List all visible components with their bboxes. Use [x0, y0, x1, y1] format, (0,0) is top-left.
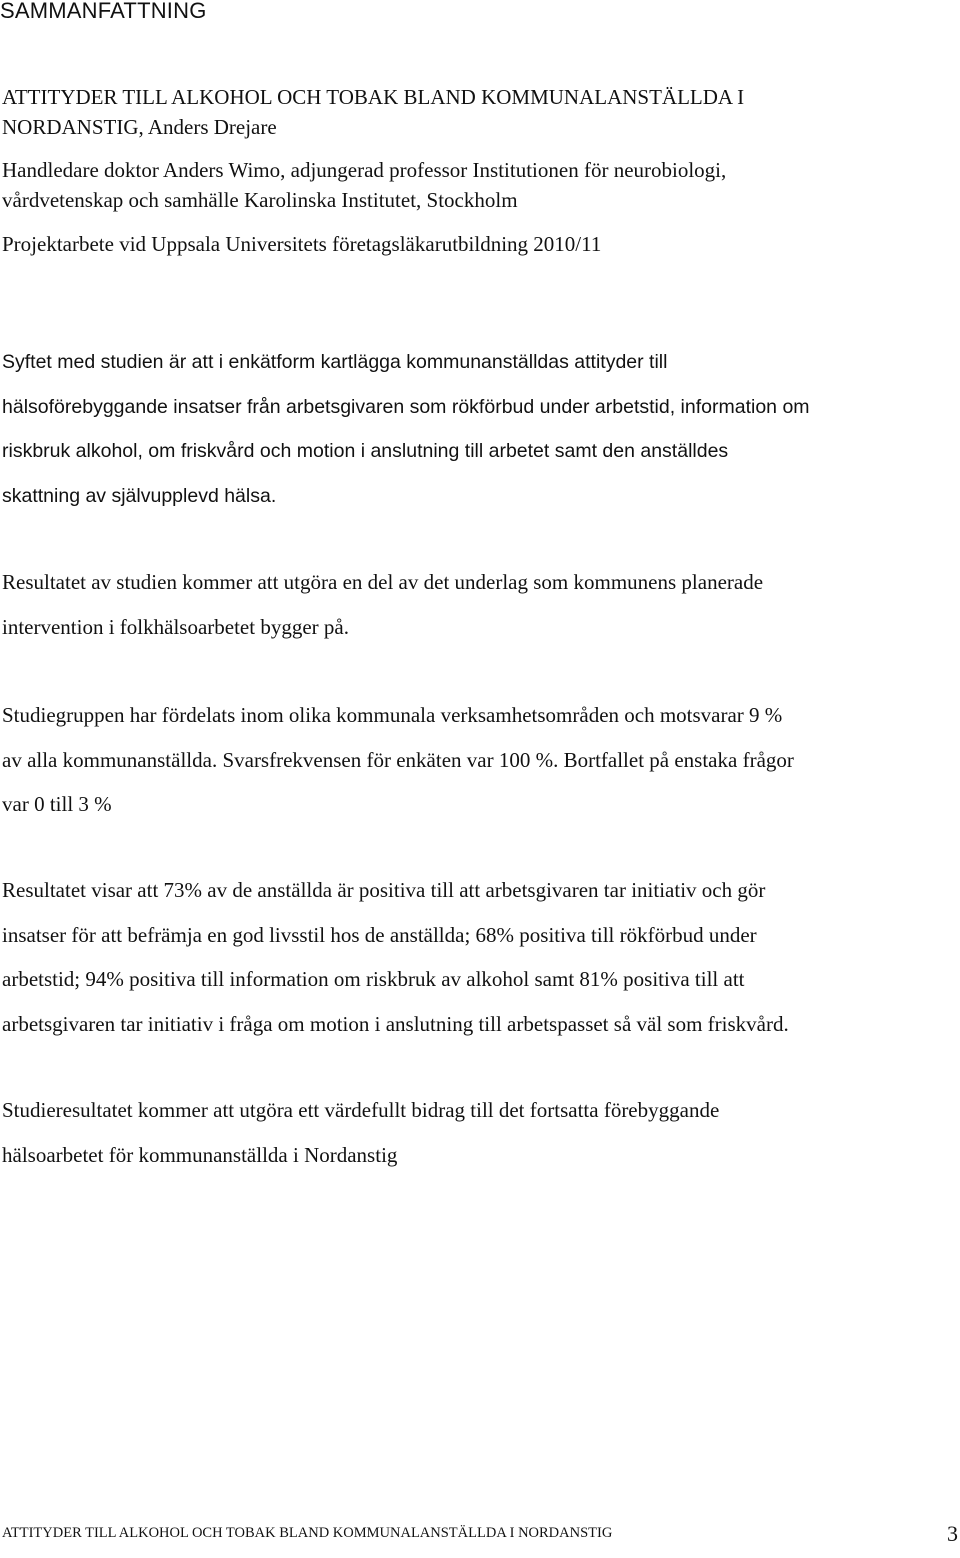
- thesis-title: [2, 82, 960, 142]
- section-heading: SAMMANFATTNING: [0, 0, 207, 23]
- footer-title: ATTITYDER TILL ALKOHOL OCH TOBAK BLAND KOMMUNALANSTÄLLDA I NORDANSTIG: [2, 1525, 613, 1541]
- results-line: Resultatet visar att 73% av de anställda är positiva till att arbetsgivaren tar initiativ och gör: [2, 878, 766, 902]
- project-info: [2, 229, 960, 259]
- aim-line: hälsoförebyggande insatser från arbetsgivaren som rökförbud under arbetstid, information om: [2, 395, 810, 418]
- conclusion-line: Studieresultatet kommer att utgöra ett värdefullt bidrag till det fortsatta förebyggande: [2, 1098, 720, 1122]
- result-use-paragraph: [2, 560, 960, 649]
- page-number: 3: [947, 1521, 958, 1546]
- supervisor-line: vårdvetenskap och samhälle Karolinska Institutet, Stockholm: [2, 188, 518, 212]
- conclusion-paragraph: [2, 1088, 960, 1177]
- result-use-line: intervention i folkhälsoarbetet bygger på.: [2, 614, 349, 639]
- results-line: insatser för att befrämja en god livsstil hos de anställda; 68% positiva till rökförbud under: [2, 922, 757, 947]
- supervisor-info: [2, 155, 960, 215]
- results-line: arbetsgivaren tar initiativ i fråga om motion i anslutning till arbetspasset så väl som friskvård.: [2, 1011, 789, 1036]
- study-group-line: Studiegruppen har fördelats inom olika kommunala verksamhetsområden och motsvarar 9 %: [2, 703, 783, 727]
- aim-paragraph: [2, 340, 960, 518]
- results-line: arbetstid; 94% positiva till information om riskbruk av alkohol samt 81% positiva till att: [2, 967, 745, 991]
- results-paragraph: [2, 868, 960, 1046]
- study-group-line: av alla kommunanställda. Svarsfrekvensen för enkäten var 100 %. Bortfallet på enstaka frågor: [2, 747, 794, 772]
- supervisor-line: Handledare doktor Anders Wimo, adjungerad professor Institutionen för neurobiologi,: [2, 158, 727, 182]
- study-group-line: var 0 till 3 %: [2, 792, 112, 816]
- result-use-line: Resultatet av studien kommer att utgöra en del av det underlag som kommunens planerade: [2, 570, 764, 594]
- project-line: Projektarbete vid Uppsala Universitets företagsläkarutbildning 2010/11: [2, 232, 602, 256]
- aim-line: skattning av självupplevd hälsa.: [2, 484, 277, 507]
- aim-line: Syftet med studien är att i enkätform kartlägga kommunanställdas attityder till: [2, 351, 668, 373]
- thesis-title-line: ATTITYDER TILL ALKOHOL OCH TOBAK BLAND KOMMUNALANSTÄLLDA I: [2, 85, 745, 109]
- conclusion-line: hälsoarbetet för kommunanställda i Nordanstig: [2, 1142, 398, 1167]
- study-group-paragraph: [2, 693, 960, 827]
- thesis-title-line: NORDANSTIG, Anders Drejare: [2, 115, 277, 139]
- aim-line: riskbruk alkohol, om friskvård och motion i anslutning till arbetet samt den anställdes: [2, 440, 729, 462]
